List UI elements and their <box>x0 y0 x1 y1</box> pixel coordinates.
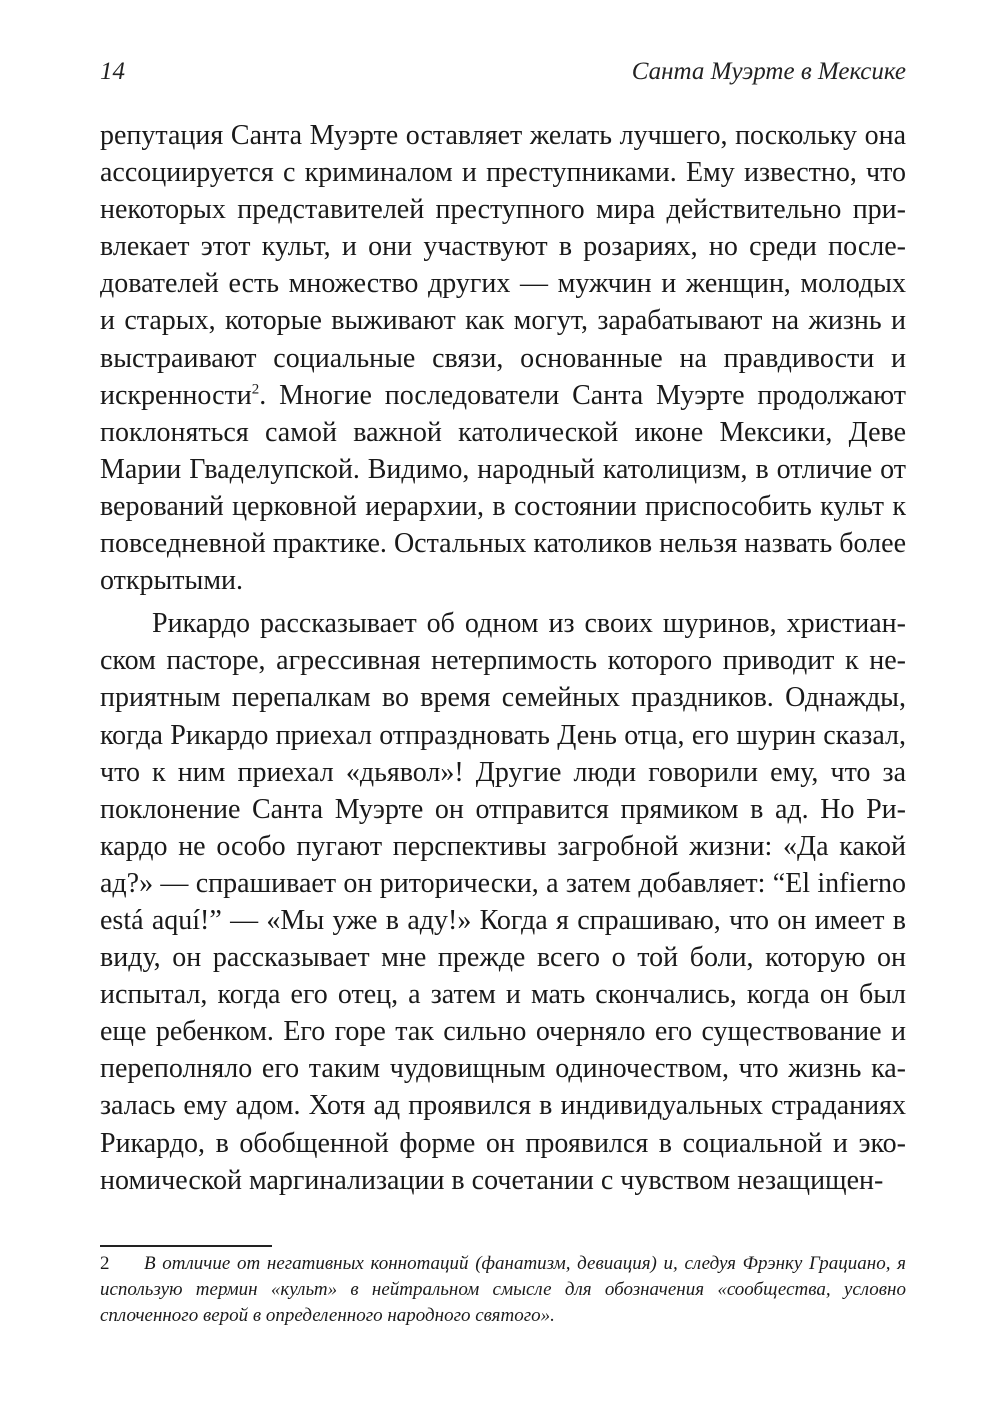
footnote-divider <box>100 1245 272 1247</box>
paragraph-1-part-a: репутация Санта Муэрте оставляет желать лучшего, поскольку она ассоциируется с криминалом и преступниками. Ему известно, что некоторых представителей преступного мира действительно привлекает этот культ, и они участвуют в розариях, но среди последователей есть множество других — мужчин и женщин, молодых и старых, которые выживают как могут, зарабатывают на жизнь и выстраивают социальные связи, основанные на правдивости и искренности <box>100 120 906 411</box>
running-head <box>100 58 906 86</box>
paragraph-1-part-b: . Многие последователи Санта Муэрте продолжают поклоняться самой важной католической иконе Мексики, Деве Марии Гваделупской. Видимо, народный католицизм, в отличие от верований церковной иерархии, в состоянии приспособить культ к повседневной практике. Остальных католиков нельзя назвать более открытыми. <box>100 379 906 597</box>
body-text <box>100 117 906 1199</box>
footnote <box>100 1251 906 1329</box>
running-title: Санта Муэрте в Мексике <box>631 58 906 85</box>
footnote-number: 2 <box>100 1253 110 1274</box>
page-number: 14 <box>100 58 125 85</box>
footnote-text: В отличие от негативных коннотаций (фанатизм, девиация) и, следуя Фрэнку Грациано, я использую термин «культ» в нейтральном смысле для обозначения «сообщества, условно сплоченного верой в определенного народного святого». <box>100 1253 906 1326</box>
paragraph-2: Рикардо рассказывает об одном из своих шуринов, христианском пасторе, агрессивная нетерпимость которого приводит к неприятным перепалкам во время семейных праздников. Однажды, когда Рикардо приехал отпраздновать День отца, его шурин сказал, что к ним приехал «дьявол»! Другие люди говорили ему, что за поклонение Санта Муэрте он отправится прямиком в ад. Но Рикардо не особо пугают перспективы загробной жизни: «Да какой ад?» — спрашивает он риторически, а затем добавляет: “El infierno está aquí!” — «Мы уже в аду!» Когда я спрашиваю, что он имеет в виду, он рассказывает мне прежде всего о той боли, которую он испытал, когда его отец, а затем и мать скончались, когда он был еще ребенком. Его горе так сильно очерняло его существование и переполняло его таким чудовищным одиночеством, что жизнь казалась ему адом. Хотя ад проявился в индивидуальных страданиях Рикардо, в обобщенной форме он проявился в социальной и экономической маргинализации в сочетании с чувством незащищен- <box>100 608 906 1196</box>
footnote-reference[interactable]: 2 <box>251 381 260 398</box>
paragraph-1 <box>100 117 906 599</box>
